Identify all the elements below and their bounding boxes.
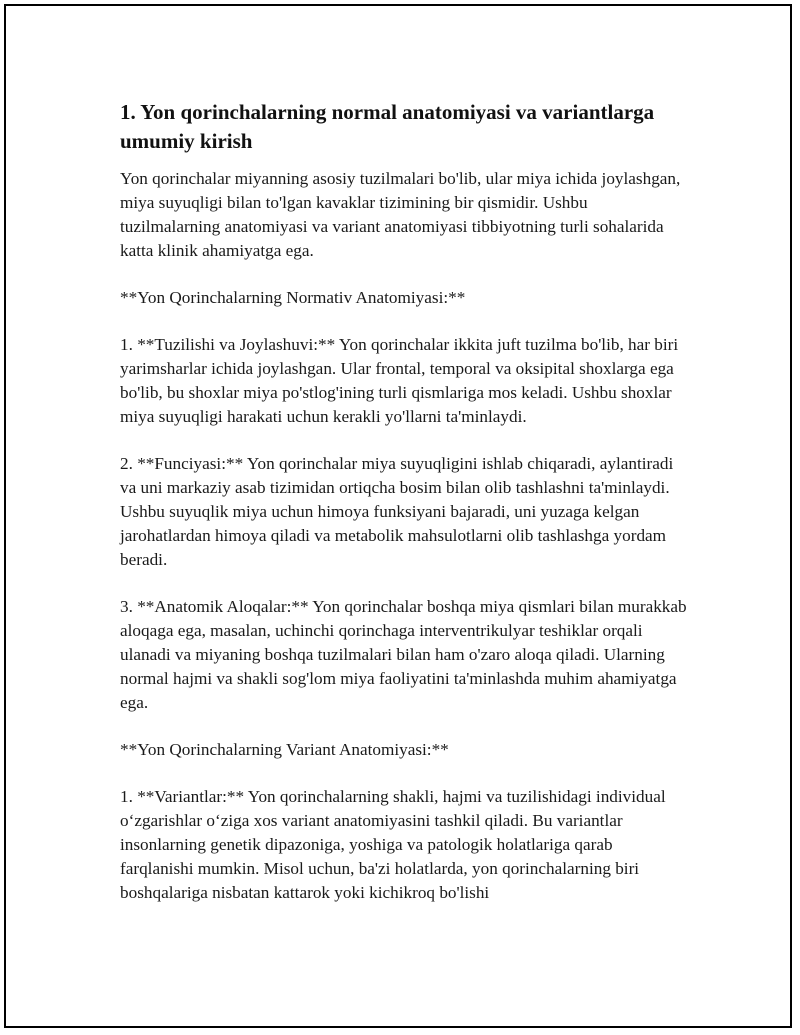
anatomical-connections-paragraph: 3. **Anatomik Aloqalar:** Yon qorinchalar boshqa miya qismlari bilan murakkab aloqaga ega, masalan, uchinchi qorinchaga interventrikulyar teshiklar orqali ulanadi va miyaning boshqa tuzilmalari bilan ham o'zaro aloqa qiladi. Ularning normal hajmi va shakli sog'lom miya faoliyatini ta'minlashda muhim ahamiyatga ega.	[120, 597, 687, 712]
structure-location-paragraph: 1. **Tuzilishi va Joylashuvi:** Yon qorinchalar ikkita juft tuzilma bo'lib, har biri yarimsharlar ichida joylashgan. Ular frontal, temporal va oksipital shoxlarga ega bo'lib, bu shoxlar miya po'stlog'ining turli qismlariga mos keladi. Ushbu shoxlar miya suyuqligi harakati uchun kerakli yo'llarni ta'minlaydi.	[120, 335, 679, 426]
page-frame	[4, 4, 792, 1028]
section-title: 1. Yon qorinchalarning normal anatomiyasi va variantlarga umumiy kirish	[120, 100, 655, 153]
function-paragraph: 2. **Funciyasi:** Yon qorinchalar miya suyuqligini ishlab chiqaradi, aylantiradi va uni markaziy asab tizimidan ortiqcha bosim bilan olib tashlashni ta'minlaydi. Ushbu suyuqlik miya uchun himoya funksiyani bajaradi, uni yuzaga kelgan jarohatlardan himoya qiladi va metabolik mahsulotlarni olib tashlashga yordam beradi.	[120, 454, 674, 569]
variants-paragraph: 1. **Variantlar:** Yon qorinchalarning shakli, hajmi va tuzilishidagi individual o‘zgarishlar o‘ziga xos variant anatomiyasini tashkil qiladi. Bu variantlar insonlarning genetik dipazoniga, yoshiga va patologik holatlariga qarab farqlanishi mumkin. Misol uchun, ba'zi holatlarda, yon qorinchalarning biri boshqalariga nisbatan kattarok yoki kichikroq bo'lishi	[120, 787, 666, 902]
intro-paragraph: Yon qorinchalar miyanning asosiy tuzilmalari bo'lib, ular miya ichida joylashgan, miya suyuqligi bilan to'lgan kavaklar tizimining bir qismidir. Ushbu tuzilmalarning anatomiyasi va variant anatomiyasi tibbiyotning turli sohalarida katta klinik ahamiyatga ega.	[120, 169, 681, 260]
normative-anatomy-heading: **Yon Qorinchalarning Normativ Anatomiyasi:**	[120, 288, 466, 307]
document-body	[120, 98, 690, 928]
variant-anatomy-heading: **Yon Qorinchalarning Variant Anatomiyasi:**	[120, 740, 449, 759]
